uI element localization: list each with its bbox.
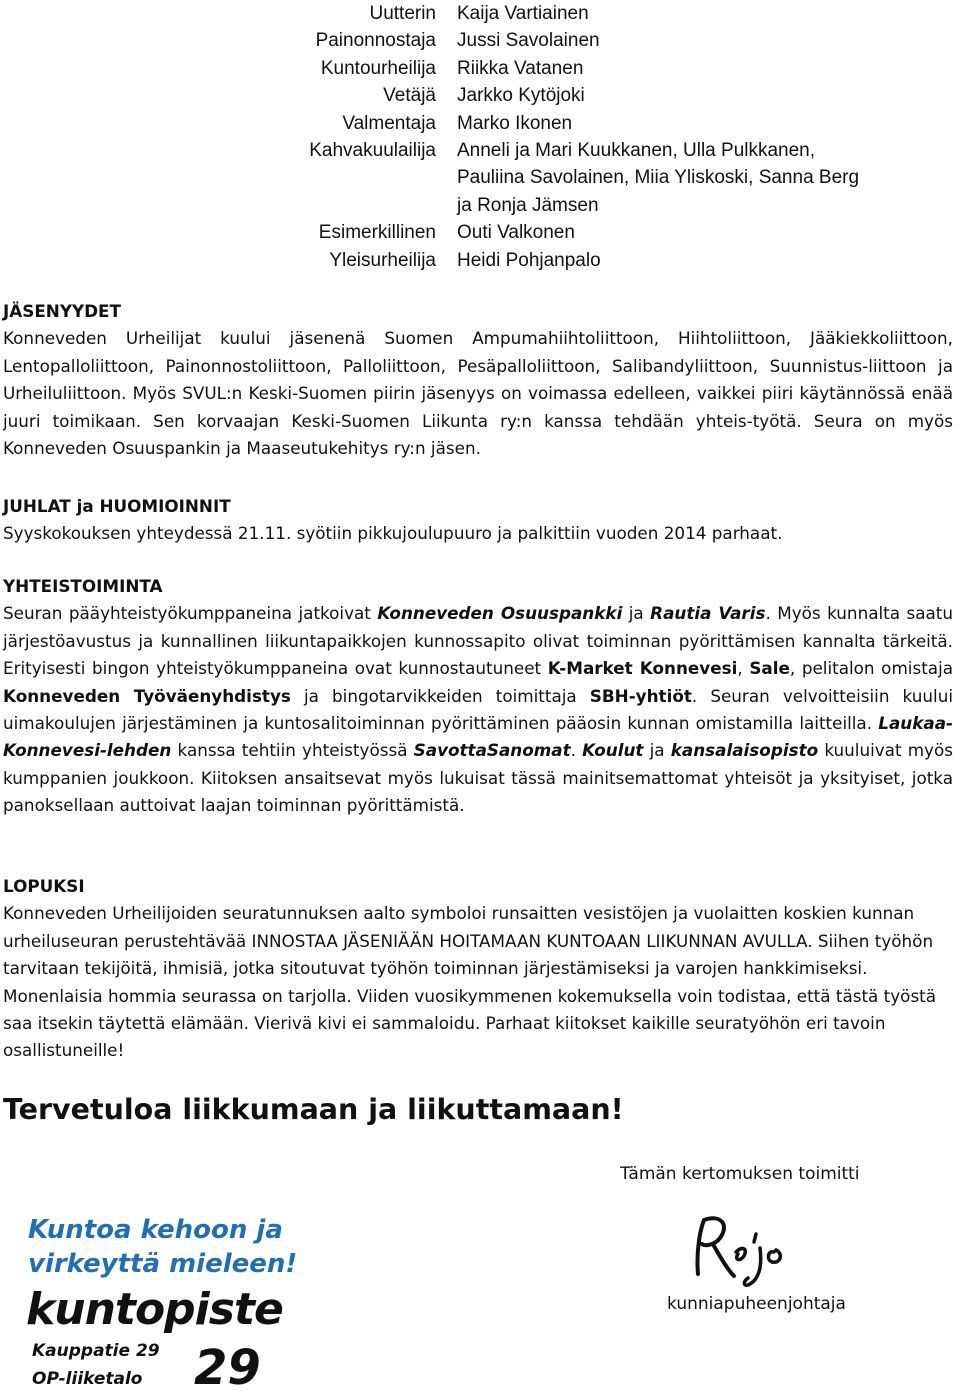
award-recipient: Jarkko Kytöjoki: [457, 85, 585, 107]
award-row: [0, 27, 960, 54]
award-recipient: ja Ronja Jämsen: [457, 194, 599, 216]
body-text: , pelitalon omistaja: [789, 658, 954, 679]
award-title: Painonnostaja: [315, 30, 436, 52]
award-row: [0, 247, 960, 274]
bold-text: Konneveden Työväenyhdistys: [3, 685, 291, 706]
award-recipient: Heidi Pohjanpalo: [457, 249, 601, 271]
body-text: kanssa tehtiin yhteistyössä: [171, 740, 414, 761]
award-recipient: Jussi Savolainen: [457, 30, 600, 52]
section-heading: LOPUKSI: [3, 876, 85, 896]
body-text: Seuran pääyhteistyökumppaneina jatkoivat: [3, 603, 378, 624]
award-row: [0, 110, 960, 137]
award-title: Valmentaja: [342, 112, 436, 134]
award-row: [0, 82, 960, 109]
membership-section: [3, 298, 953, 462]
closing-slogan: Tervetuloa liikkumaan ja liikuttamaan!: [3, 1093, 624, 1126]
award-row: [0, 192, 960, 219]
emphasis-text: Rautia Varis: [650, 603, 766, 624]
award-row: [0, 164, 960, 191]
bold-text: K-Market Konnevesi: [547, 658, 738, 679]
body-text: kuuluivat myös kumppanien joukkoon. Kiitoksen ansaitsevat myös lukuisat tässä mainitsemattomat yhteisöt ja yksityiset, jotka panoksellaan auttoivat laajan toiminnan pyörittämistä.: [3, 740, 954, 816]
body-text: .: [570, 740, 583, 761]
emphasis-text: kansalaisopisto: [670, 740, 819, 761]
ad-slogan-line1: Kuntoa kehoon ja: [28, 1215, 283, 1245]
award-recipient: Kaija Vartiainen: [457, 3, 589, 24]
ad-location: OP-liiketalo: [32, 1369, 143, 1389]
award-recipient: Marko Ikonen: [457, 112, 573, 134]
body-text: ja: [643, 740, 671, 761]
ad-brand-logo: kuntopiste: [26, 1284, 283, 1335]
award-recipient: Riikka Vatanen: [457, 57, 584, 79]
section-heading: JUHLAT ja HUOMIOINNIT: [3, 496, 231, 516]
emphasis-text: Konneveden Osuuspankki: [377, 603, 623, 624]
section-body: Konneveden Urheilijoiden seuratunnuksen aalto symboloi runsaitten vesistöjen ja vuolaitten koskien kunnan urheiluseuran perustehtävää INNOSTAA JÄSENIÄÄN HOITAMAAN KUNTOAAN LIIKUNNAN AVULLA. Siihen työhön tarvitaan tekijöitä, ihmisiä, jotka sitoutuvat työhön toiminnan järjestämiseksi ja varojen hankkimiseksi. Monenlaisia hommia seurassa on tarjolla. Viiden vuosikymmenen kokemuksella voin todistaa, että tästä työstä saa itsekin täytettä elämään. Vierivä kivi ei sammaloidu. Parhaat kiitokset kaikille seuratyöhön eri tavoin osallistuneille!: [3, 903, 937, 1061]
emphasis-text: SavottaSanomat: [413, 740, 571, 761]
body-text: . Seuran velvoitteisiin kuului uimakoulujen järjestäminen ja kuntosalitoiminnan pyörittäminen pääosin kunnan omistamilla laitteilla.: [3, 685, 953, 734]
award-recipient: Anneli ja Mari Kuukkanen, Ulla Pulkkanen,: [457, 140, 816, 161]
body-text: . Myös kunnalta saatu järjestöavustus ja kunnallinen liikuntapaikkojen kunnossapito olivat toiminnan pyörittämisen kannalta tärkeitä. Erityisesti bingon yhteistyökumppaneina ovat kunnostautuneet: [3, 603, 953, 679]
award-title: Yleisurheilija: [329, 249, 436, 271]
body-text: ,: [737, 658, 750, 679]
award-row: [0, 219, 960, 246]
section-heading: JÄSENYYDET: [3, 301, 121, 321]
award-title: Esimerkillinen: [318, 222, 436, 244]
ad-slogan-line2: virkeyttä mieleen!: [28, 1249, 298, 1279]
ad-street-number: 29: [194, 1340, 261, 1392]
award-recipient: Outi Valkonen: [457, 222, 575, 244]
handwritten-signature: [690, 1212, 800, 1290]
ad-address: Kauppatie 29: [32, 1341, 160, 1361]
compiled-by-label: Tämän kertomuksen toimitti: [620, 1164, 860, 1184]
section-body: Konneveden Urheilijat kuului jäsenenä Suomen Ampumahiihtoliittoon, Hiihtoliittoon, Jääkiekkoliittoon, Lentopalloliittoon, Painonnostoliittoon, Palloliittoon, Pesäpalloliittoon, Salibandyliittoon, Suunnistus-liittoon ja Urheiluliittoon. Myös SVUL:n Keski-Suomen piirin jäsenyys on voimassa edelleen, vaikkei piiri käytännössä enää juuri toimikaan. Sen korvaajan Keski-Suomen Liikunta ry:n kanssa tehdään yhteis-työtä. Seura on myös Konneveden Osuuspankin ja Maaseutukehitys ry:n jäsen.: [3, 328, 953, 459]
section-body: Syyskokouksen yhteydessä 21.11. syötiin pikkujoulupuuro ja palkittiin vuoden 2014 parhaat.: [3, 523, 783, 544]
award-title: Vetäjä: [383, 85, 436, 107]
body-text: ja: [622, 603, 651, 624]
cooperation-section: [3, 573, 953, 820]
section-body: [3, 600, 953, 819]
award-recipient: Pauliina Savolainen, Miia Yliskoski, Sanna Berg: [457, 167, 860, 189]
award-row: [0, 137, 960, 164]
award-title: Kahvakuulailija: [309, 140, 436, 161]
conclusion-section: [3, 873, 953, 1065]
emphasis-text: Koulut: [582, 740, 644, 761]
award-title: Kuntourheilija: [320, 57, 436, 79]
body-text: ja bingotarvikkeiden toimittaja: [290, 685, 590, 706]
celebrations-section: [3, 493, 953, 548]
award-row: [0, 0, 960, 27]
kuntopiste-advertisement: [22, 1212, 322, 1392]
award-row: [0, 55, 960, 82]
signer-role: kunniapuheenjohtaja: [667, 1294, 846, 1314]
emphasis-text: Laukaa-Konnevesi-lehden: [3, 713, 953, 761]
section-heading: YHTEISTOIMINTA: [3, 576, 163, 596]
award-title: Uutterin: [369, 3, 436, 24]
bold-text: Sale: [749, 658, 790, 679]
bold-text: SBH-yhtiöt: [589, 685, 692, 706]
